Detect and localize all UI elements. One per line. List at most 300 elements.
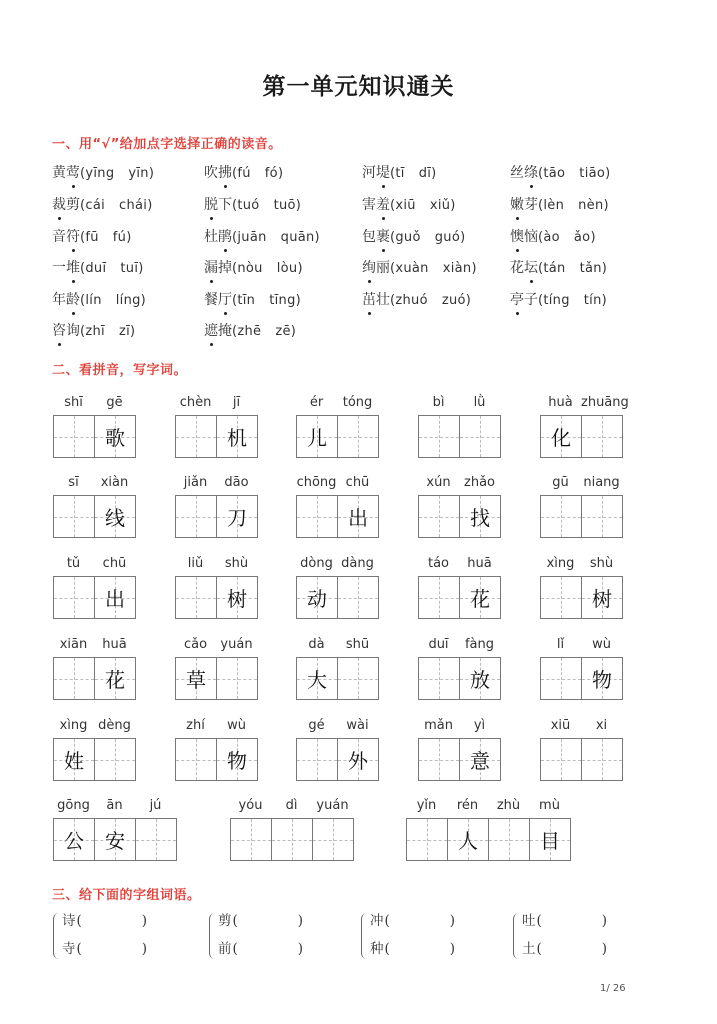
pinyin-label: tǔ bbox=[66, 556, 81, 571]
word-box-group bbox=[418, 637, 501, 700]
writing-cells bbox=[540, 576, 623, 619]
pinyin-option[interactable]: fú bbox=[237, 166, 251, 181]
pinyin-option[interactable]: xiàn bbox=[442, 261, 472, 276]
word bbox=[52, 165, 80, 181]
pinyin-label: shū bbox=[345, 637, 370, 652]
pinyin-option[interactable]: lòu bbox=[276, 261, 298, 276]
blank-writing-cell[interactable] bbox=[488, 819, 529, 860]
blank-writing-cell[interactable] bbox=[337, 577, 378, 618]
writing-cells bbox=[418, 495, 501, 538]
blank-writing-cell[interactable] bbox=[176, 496, 216, 537]
word-box-group bbox=[540, 395, 629, 458]
character: 吹 bbox=[204, 165, 218, 181]
pinyin-option[interactable]: tuō bbox=[273, 198, 296, 213]
character: 掩 bbox=[218, 323, 232, 339]
word-box-group bbox=[175, 556, 258, 619]
given-character-cell: 安 bbox=[94, 819, 135, 860]
blank-writing-cell[interactable] bbox=[337, 658, 378, 699]
pinyin-label: chū bbox=[102, 556, 127, 571]
word-box-group bbox=[540, 475, 623, 538]
blank-writing-cell[interactable] bbox=[135, 819, 176, 860]
word-box-group bbox=[418, 475, 501, 538]
pronunciation-item: 吹拂(fú fó) bbox=[204, 162, 283, 182]
pinyin-option[interactable]: xiǔ bbox=[429, 198, 451, 213]
writing-cells bbox=[418, 738, 501, 781]
writing-cells bbox=[175, 576, 258, 619]
pronunciation-item: 花坛(tán tǎn) bbox=[510, 257, 607, 277]
pinyin-row bbox=[418, 556, 500, 574]
given-character-cell: 花 bbox=[459, 577, 500, 618]
given-character-cell: 放 bbox=[459, 658, 500, 699]
pinyin-label: shù bbox=[224, 556, 249, 571]
character: 音 bbox=[52, 229, 66, 245]
dotted-character: 绦 bbox=[524, 162, 538, 182]
dotted-character: 绚 bbox=[362, 257, 376, 277]
pinyin-option[interactable]: tuī bbox=[120, 261, 139, 276]
dotted-character: 嫩 bbox=[510, 194, 524, 214]
character-pair: 诗( ) 寺( ) bbox=[62, 911, 147, 967]
word-box-group bbox=[540, 637, 623, 700]
character: 询 bbox=[66, 323, 80, 339]
word bbox=[510, 260, 538, 276]
dotted-character: 咨 bbox=[52, 320, 66, 340]
pinyin-option[interactable]: ǎo bbox=[573, 230, 591, 245]
pinyin-label: jiǎn bbox=[183, 475, 208, 490]
dotted-character: 龄 bbox=[66, 289, 80, 309]
pinyin-label: xìng bbox=[59, 718, 88, 733]
pinyin-option[interactable]: juān bbox=[237, 230, 267, 245]
pinyin-row bbox=[296, 395, 378, 413]
pinyin-label: cǎo bbox=[183, 637, 208, 652]
character: 种 bbox=[370, 941, 384, 957]
pinyin-label: duī bbox=[428, 637, 449, 652]
pronunciation-item: 漏掉(nòu lòu) bbox=[204, 257, 303, 277]
character: 丝 bbox=[510, 165, 524, 181]
pinyin-option[interactable]: fū bbox=[85, 230, 99, 245]
writing-cells bbox=[540, 738, 623, 781]
character: 冲 bbox=[370, 913, 384, 929]
writing-cells bbox=[175, 738, 258, 781]
pinyin-row bbox=[296, 637, 378, 655]
pinyin-row bbox=[296, 556, 378, 574]
blank-writing-cell[interactable] bbox=[297, 739, 337, 780]
blank-writing-cell[interactable] bbox=[581, 739, 622, 780]
pinyin-label: niang bbox=[583, 475, 620, 490]
writing-cells bbox=[175, 657, 258, 700]
page-title: 第一单元知识通关 bbox=[262, 73, 455, 100]
given-character-cell: 大 bbox=[297, 658, 337, 699]
pinyin-option[interactable]: tīng bbox=[269, 293, 296, 308]
blank-writing-cell[interactable] bbox=[297, 496, 337, 537]
pinyin-option[interactable]: zhuó bbox=[395, 293, 428, 308]
given-character-cell: 动 bbox=[297, 577, 337, 618]
word-box-group bbox=[296, 556, 379, 619]
character: 吐 bbox=[522, 913, 536, 929]
word-box-group bbox=[53, 556, 136, 619]
blank-writing-cell[interactable] bbox=[419, 739, 459, 780]
pinyin-label: tóng bbox=[342, 395, 373, 410]
character: 诗 bbox=[62, 913, 76, 929]
word-box-group bbox=[540, 718, 623, 781]
writing-cells bbox=[53, 657, 136, 700]
pinyin-label: shù bbox=[589, 556, 614, 571]
pinyin-row bbox=[418, 718, 500, 736]
dotted-character: 裁 bbox=[52, 194, 66, 214]
writing-cells bbox=[53, 818, 177, 861]
pinyin-option[interactable]: zē bbox=[275, 324, 291, 339]
writing-cells bbox=[53, 415, 136, 458]
word bbox=[52, 292, 80, 308]
blank-writing-cell[interactable] bbox=[541, 739, 581, 780]
pinyin-label: huā bbox=[102, 637, 127, 652]
given-character-cell: 外 bbox=[337, 739, 378, 780]
pinyin-option[interactable]: líng bbox=[115, 293, 141, 308]
pinyin-label: sī bbox=[68, 475, 79, 490]
given-character-cell: 刀 bbox=[216, 496, 257, 537]
pinyin-row bbox=[175, 475, 257, 493]
writing-cells bbox=[406, 818, 571, 861]
writing-cells bbox=[230, 818, 354, 861]
pinyin-label: wù bbox=[592, 637, 611, 652]
pinyin-option[interactable]: chái bbox=[119, 198, 148, 213]
pinyin-option[interactable]: tī bbox=[395, 166, 405, 181]
pinyin-option[interactable]: dī bbox=[418, 166, 432, 181]
writing-cells bbox=[53, 495, 136, 538]
character-pair: 剪( ) 前( ) bbox=[218, 911, 303, 967]
character: 杜 bbox=[204, 229, 218, 245]
blank-writing-cell[interactable] bbox=[54, 658, 94, 699]
word-box-group bbox=[418, 395, 501, 458]
blank-writing-cell[interactable] bbox=[581, 416, 622, 457]
pinyin-option[interactable]: nèn bbox=[578, 198, 604, 213]
word-box-group bbox=[53, 718, 136, 781]
word bbox=[52, 197, 80, 213]
given-character-cell: 意 bbox=[459, 739, 500, 780]
pinyin-row bbox=[53, 798, 176, 816]
dotted-character: 裹 bbox=[376, 226, 390, 246]
dotted-character: 堆 bbox=[66, 257, 80, 277]
word bbox=[362, 197, 390, 213]
pinyin-label: dà bbox=[308, 637, 325, 652]
word-box-group bbox=[53, 395, 136, 458]
word bbox=[204, 229, 232, 245]
blank-writing-cell[interactable] bbox=[54, 496, 94, 537]
pronunciation-item: 咨询(zhī zī) bbox=[52, 320, 135, 340]
given-character-cell: 姓 bbox=[54, 739, 94, 780]
given-character-cell: 机 bbox=[216, 416, 257, 457]
pinyin-option[interactable]: tán bbox=[543, 261, 566, 276]
pronunciation-item: 包裹(guǒ guó) bbox=[362, 226, 465, 246]
dotted-character: 鹃 bbox=[218, 226, 232, 246]
pinyin-row bbox=[540, 556, 622, 574]
writing-cells bbox=[53, 738, 136, 781]
given-character-cell: 公 bbox=[54, 819, 94, 860]
pinyin-label: chū bbox=[345, 475, 370, 490]
word bbox=[204, 323, 232, 339]
writing-cells bbox=[418, 657, 501, 700]
pinyin-label: ér bbox=[309, 395, 324, 410]
pronunciation-item: 丝绦(tāo tiāo) bbox=[510, 162, 611, 182]
word-box-group bbox=[418, 556, 501, 619]
dotted-character: 脱 bbox=[204, 194, 218, 214]
character-pair: 吐( ) 土( ) bbox=[522, 911, 607, 967]
pronunciation-item: 茁壮(zhuó zuó) bbox=[362, 289, 471, 309]
given-character-cell: 物 bbox=[216, 739, 257, 780]
pronunciation-item: 河堤(tī dī) bbox=[362, 162, 437, 182]
pinyin-option[interactable]: tíng bbox=[543, 293, 570, 308]
word-box-group bbox=[418, 718, 501, 781]
word-box-group bbox=[296, 395, 379, 458]
dotted-character: 茁 bbox=[362, 289, 376, 309]
word bbox=[204, 197, 232, 213]
word bbox=[362, 292, 390, 308]
pinyin-label: yì bbox=[473, 718, 486, 733]
given-character-cell: 化 bbox=[541, 416, 581, 457]
blank-writing-cell[interactable] bbox=[54, 416, 94, 457]
pinyin-option[interactable]: ào bbox=[543, 230, 560, 245]
word-box-group bbox=[406, 798, 571, 861]
blank-writing-cell[interactable] bbox=[337, 416, 378, 457]
dotted-character: 拂 bbox=[218, 162, 232, 182]
pinyin-option[interactable]: xiū bbox=[395, 198, 416, 213]
pinyin-option[interactable]: yīng bbox=[85, 166, 115, 181]
pronunciation-item: 懊恼(ào ǎo) bbox=[510, 226, 596, 246]
section-3-heading: 三、给下面的字组词语。 bbox=[52, 888, 201, 903]
blank-writing-cell[interactable] bbox=[231, 819, 271, 860]
word bbox=[510, 292, 538, 308]
blank-writing-cell[interactable] bbox=[419, 577, 459, 618]
given-character-cell: 物 bbox=[581, 658, 622, 699]
pinyin-option[interactable]: nòu bbox=[237, 261, 263, 276]
pinyin-option[interactable]: cái bbox=[85, 198, 106, 213]
word bbox=[52, 323, 80, 339]
pinyin-label: mù bbox=[539, 798, 560, 813]
pronunciation-item: 脱下(tuó tuō) bbox=[204, 194, 301, 214]
character: 寺 bbox=[62, 941, 76, 957]
word bbox=[510, 165, 538, 181]
pinyin-label: dèng bbox=[98, 718, 131, 733]
given-character-cell: 草 bbox=[176, 658, 216, 699]
word bbox=[52, 229, 80, 245]
pinyin-label: xiū bbox=[550, 718, 571, 733]
pinyin-option[interactable]: lèn bbox=[543, 198, 565, 213]
blank-writing-cell[interactable] bbox=[407, 819, 447, 860]
pinyin-label: táo bbox=[427, 556, 450, 571]
pinyin-option[interactable]: zuó bbox=[441, 293, 466, 308]
blank-writing-cell[interactable] bbox=[419, 416, 459, 457]
pinyin-option[interactable]: fú bbox=[112, 230, 127, 245]
blank-writing-cell[interactable] bbox=[271, 819, 312, 860]
blank-writing-cell[interactable] bbox=[312, 819, 353, 860]
pinyin-row bbox=[418, 637, 500, 655]
pinyin-row bbox=[540, 395, 629, 413]
pronunciation-item: 杜鹃(juān quān) bbox=[204, 226, 320, 246]
blank-writing-cell[interactable] bbox=[176, 739, 216, 780]
pronunciation-item: 裁剪(cái chái) bbox=[52, 194, 153, 214]
character: 包 bbox=[362, 229, 376, 245]
dotted-character: 遮 bbox=[204, 320, 218, 340]
brace-icon bbox=[513, 913, 520, 959]
writing-cells bbox=[175, 415, 258, 458]
pinyin-label: yuán bbox=[316, 798, 349, 813]
character: 害 bbox=[362, 197, 376, 213]
word-box-group bbox=[53, 637, 136, 700]
pinyin-option[interactable]: tāo bbox=[543, 166, 566, 181]
section-2-heading: 二、看拼音，写字词。 bbox=[52, 363, 188, 378]
word bbox=[362, 229, 390, 245]
character: 一 bbox=[52, 260, 66, 276]
character-pair: 冲( ) 种( ) bbox=[370, 911, 455, 967]
pinyin-row bbox=[540, 475, 622, 493]
pinyin-option[interactable]: duī bbox=[85, 261, 107, 276]
given-character-cell: 找 bbox=[459, 496, 500, 537]
pinyin-option[interactable]: quān bbox=[280, 230, 315, 245]
pronunciation-item: 亭子(tíng tín) bbox=[510, 289, 607, 309]
word bbox=[510, 197, 538, 213]
blank-writing-cell[interactable] bbox=[541, 496, 581, 537]
dotted-character: 莺 bbox=[66, 162, 80, 182]
word bbox=[510, 229, 538, 245]
pinyin-label: liǔ bbox=[187, 556, 204, 571]
blank-writing-cell[interactable] bbox=[94, 739, 135, 780]
given-character-cell: 儿 bbox=[297, 416, 337, 457]
pinyin-label: gōng bbox=[57, 798, 90, 813]
pronunciation-item: 年龄(lín líng) bbox=[52, 289, 146, 309]
pinyin-row bbox=[53, 475, 135, 493]
pinyin-option[interactable]: tiāo bbox=[579, 166, 606, 181]
dotted-character: 漏 bbox=[204, 257, 218, 277]
blank-writing-cell[interactable] bbox=[459, 416, 500, 457]
writing-cells bbox=[540, 415, 623, 458]
pinyin-option[interactable]: lín bbox=[85, 293, 102, 308]
pinyin-option[interactable]: zhī bbox=[85, 324, 105, 339]
character: 年 bbox=[52, 292, 66, 308]
pinyin-label: lǐ bbox=[556, 637, 565, 652]
pinyin-option[interactable]: fó bbox=[264, 166, 278, 181]
blank-writing-cell[interactable] bbox=[541, 658, 581, 699]
word bbox=[204, 165, 232, 181]
pinyin-label: zhuāng bbox=[581, 395, 629, 410]
dotted-character: 懊 bbox=[510, 226, 524, 246]
pinyin-option[interactable]: yīn bbox=[128, 166, 149, 181]
pinyin-row bbox=[406, 798, 570, 816]
writing-cells bbox=[296, 657, 379, 700]
word bbox=[52, 260, 80, 276]
writing-cells bbox=[296, 738, 379, 781]
blank-writing-cell[interactable] bbox=[541, 577, 581, 618]
blank-writing-cell[interactable] bbox=[216, 658, 257, 699]
pronunciation-item: 绚丽(xuàn xiàn) bbox=[362, 257, 477, 277]
pinyin-option[interactable]: guǒ bbox=[395, 230, 421, 245]
brace-icon bbox=[209, 913, 216, 959]
pinyin-row bbox=[540, 637, 622, 655]
word-box-group bbox=[296, 637, 379, 700]
word-box-group bbox=[296, 718, 379, 781]
pinyin-row bbox=[53, 395, 135, 413]
pinyin-label: bì bbox=[432, 395, 445, 410]
pinyin-label: xún bbox=[426, 475, 451, 490]
pinyin-option[interactable]: zhē bbox=[237, 324, 262, 339]
character: 丽 bbox=[376, 260, 390, 276]
pinyin-option[interactable]: tín bbox=[583, 293, 602, 308]
pinyin-label: yuán bbox=[220, 637, 253, 652]
dotted-character: 堤 bbox=[376, 162, 390, 182]
brace-icon bbox=[53, 913, 60, 959]
pinyin-label: xi bbox=[595, 718, 608, 733]
pinyin-label: zhǎo bbox=[464, 475, 495, 490]
dotted-character: 坛 bbox=[524, 257, 538, 277]
blank-writing-cell[interactable] bbox=[54, 577, 94, 618]
character: 黄 bbox=[52, 165, 66, 181]
pinyin-label: dòng bbox=[300, 556, 333, 571]
section-1-heading: 一、用“√”给加点字选择正确的读音。 bbox=[52, 137, 282, 152]
pronunciation-item: 音符(fū fú) bbox=[52, 226, 132, 246]
blank-writing-cell[interactable] bbox=[419, 496, 459, 537]
character: 剪 bbox=[66, 197, 80, 213]
word-box-group bbox=[296, 475, 379, 538]
pronunciation-item: 黄莺(yīng yīn) bbox=[52, 162, 154, 182]
given-character-cell: 树 bbox=[581, 577, 622, 618]
character: 花 bbox=[510, 260, 524, 276]
blank-writing-cell[interactable] bbox=[581, 496, 622, 537]
given-character-cell: 树 bbox=[216, 577, 257, 618]
pinyin-row bbox=[175, 637, 257, 655]
pinyin-option[interactable]: tīn bbox=[237, 293, 256, 308]
pronunciation-item: 一堆(duī tuī) bbox=[52, 257, 144, 277]
given-character-cell: 人 bbox=[447, 819, 488, 860]
word-box-group bbox=[175, 718, 258, 781]
pinyin-option[interactable]: zī bbox=[118, 324, 130, 339]
pinyin-label: rén bbox=[456, 798, 479, 813]
pinyin-label: huā bbox=[467, 556, 492, 571]
character: 恼 bbox=[524, 229, 538, 245]
pinyin-label: dàng bbox=[341, 556, 374, 571]
page-number: 1/ 26 bbox=[600, 983, 626, 994]
pinyin-row bbox=[418, 475, 500, 493]
writing-cells bbox=[418, 415, 501, 458]
character: 剪 bbox=[218, 913, 232, 929]
pinyin-label: huà bbox=[548, 395, 573, 410]
pinyin-label: wù bbox=[227, 718, 246, 733]
writing-cells bbox=[296, 495, 379, 538]
pinyin-option[interactable]: guó bbox=[434, 230, 461, 245]
pinyin-label: xìng bbox=[546, 556, 575, 571]
pinyin-row bbox=[418, 395, 500, 413]
character: 下 bbox=[218, 197, 232, 213]
pinyin-option[interactable]: tǎn bbox=[579, 261, 602, 276]
brace-icon bbox=[361, 913, 368, 959]
pinyin-row bbox=[53, 637, 135, 655]
pinyin-label: gū bbox=[552, 475, 569, 490]
word-box-group bbox=[175, 395, 258, 458]
writing-cells bbox=[540, 657, 623, 700]
pinyin-option[interactable]: xuàn bbox=[395, 261, 429, 276]
pinyin-label: chōng bbox=[296, 475, 337, 490]
pinyin-option[interactable]: tuó bbox=[237, 198, 260, 213]
pinyin-label: jī bbox=[232, 395, 241, 410]
word-box-group bbox=[175, 475, 258, 538]
blank-writing-cell[interactable] bbox=[176, 416, 216, 457]
pinyin-row bbox=[175, 556, 257, 574]
blank-writing-cell[interactable] bbox=[419, 658, 459, 699]
pinyin-label: chèn bbox=[179, 395, 212, 410]
pronunciation-item: 嫩芽(lèn nèn) bbox=[510, 194, 609, 214]
pinyin-row bbox=[175, 395, 257, 413]
dotted-character: 厅 bbox=[218, 289, 232, 309]
blank-writing-cell[interactable] bbox=[176, 577, 216, 618]
given-character-cell: 出 bbox=[94, 577, 135, 618]
pronunciation-item: 餐厅(tīn tīng) bbox=[204, 289, 301, 309]
